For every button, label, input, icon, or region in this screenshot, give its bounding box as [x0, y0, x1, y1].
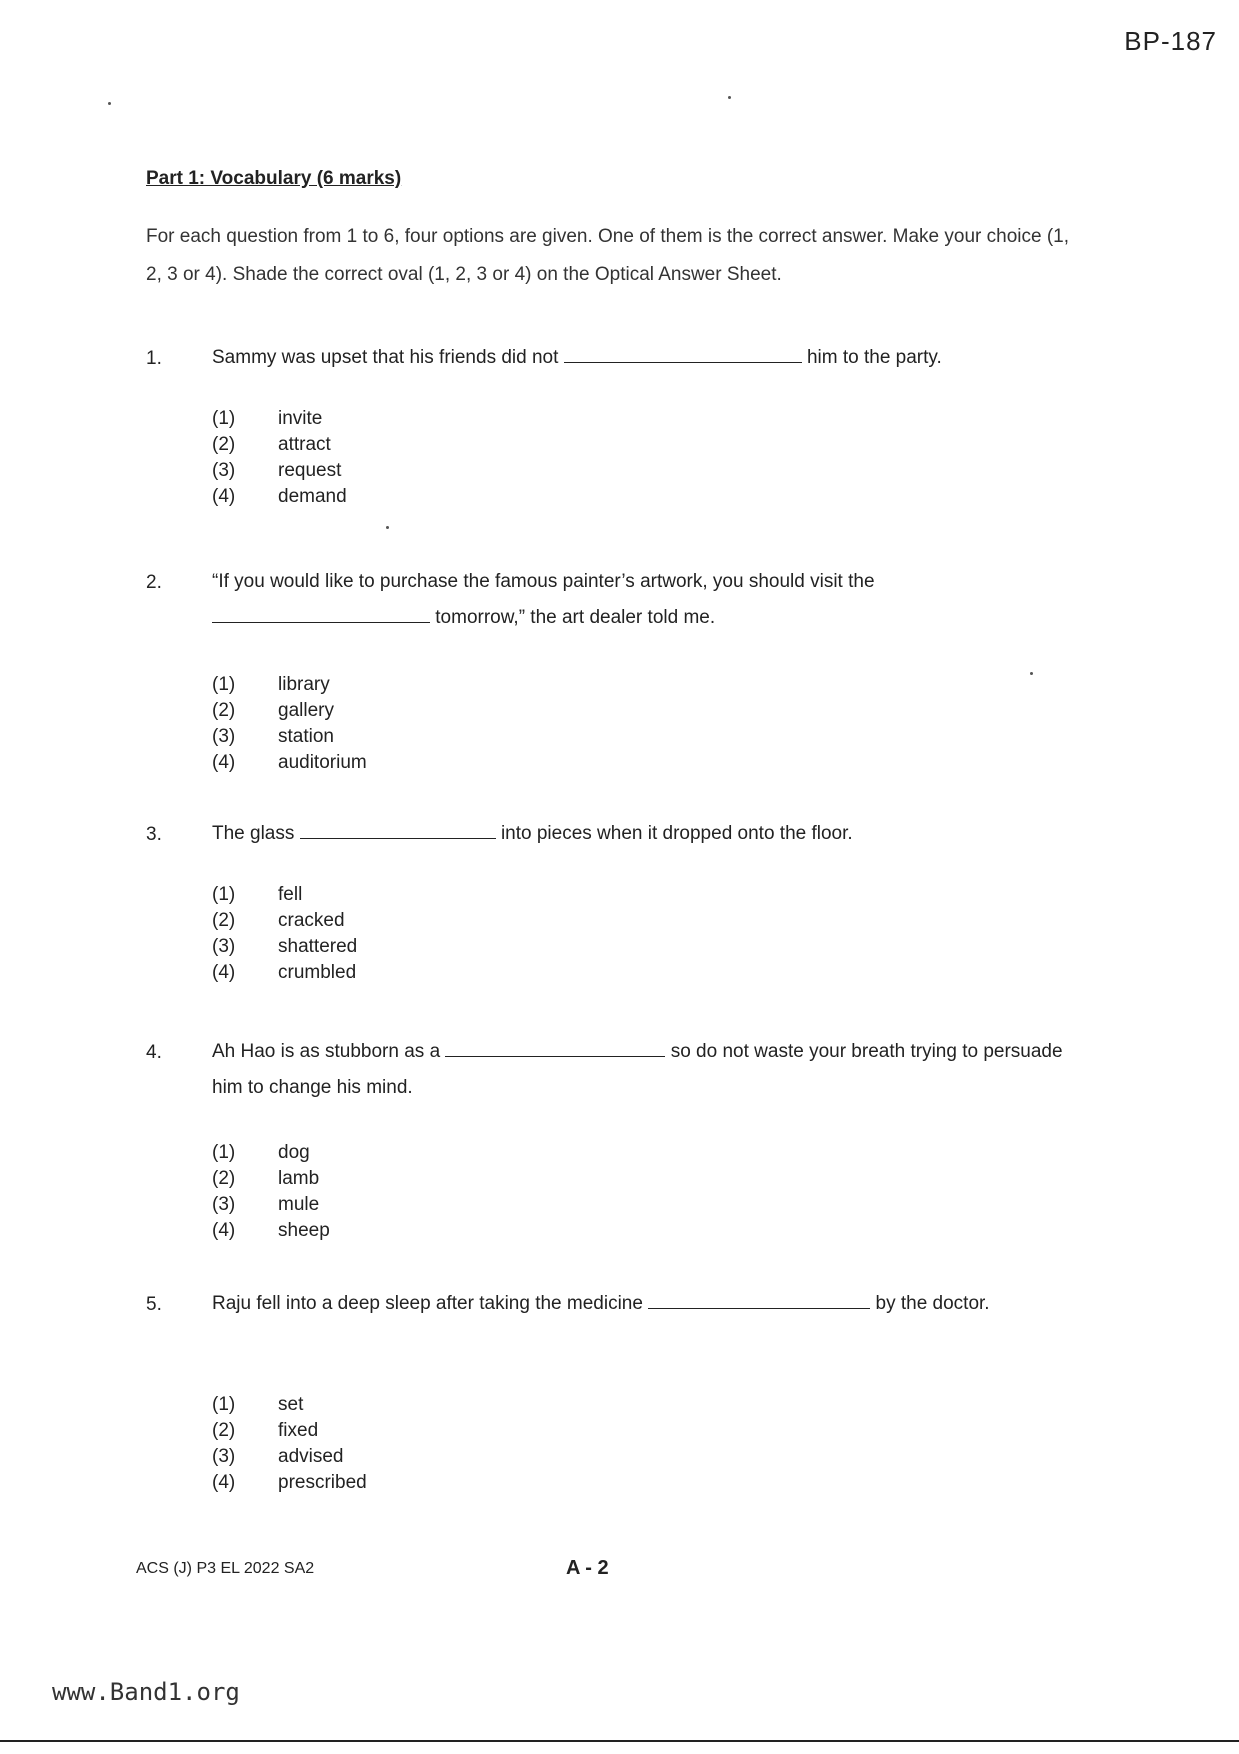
option-item: (3) shattered	[212, 936, 358, 957]
option-item: (1) fell	[212, 884, 303, 905]
answer-blank	[445, 1040, 665, 1057]
question-number: 3.	[146, 824, 162, 845]
option-item: (3) advised	[212, 1446, 344, 1467]
question-stem-before: Sammy was upset that his friends did not	[212, 347, 559, 368]
option-list	[212, 882, 357, 986]
option-item: (4) sheep	[212, 1220, 330, 1241]
answer-blank	[212, 606, 430, 623]
section-instructions: For each question from 1 to 6, four options are given. One of them is the correct answer. Make your choice (1, 2, 3 or 4). Shade the correct oval (1, 2, 3 or 4) on the Optical Answer Sheet.	[146, 226, 1070, 285]
question-text	[212, 564, 1072, 636]
option-item: (3) mule	[212, 1194, 320, 1215]
option-list	[212, 1140, 330, 1244]
document-code: BP-187	[1124, 26, 1217, 56]
question-stem-after: tomorrow,” the art dealer told me.	[435, 607, 716, 628]
question-text	[212, 1286, 1072, 1322]
scan-speck	[386, 526, 389, 529]
scan-speck	[728, 96, 731, 99]
option-item: (4) demand	[212, 486, 347, 507]
question-number: 1.	[146, 348, 162, 369]
scan-speck	[108, 102, 111, 105]
question-number: 4.	[146, 1042, 162, 1063]
option-item: (2) gallery	[212, 700, 334, 721]
option-item: (1) invite	[212, 408, 323, 429]
option-item: (4) crumbled	[212, 962, 357, 983]
question-stem-before: Ah Hao is as stubborn as a	[212, 1041, 441, 1062]
option-item: (4) prescribed	[212, 1472, 367, 1493]
option-item: (3) request	[212, 460, 342, 481]
bottom-rule	[0, 1740, 1239, 1742]
question-stem-before: “If you would like to purchase the famous painter’s artwork, you should visit the	[212, 571, 875, 592]
option-item: (3) station	[212, 726, 334, 747]
question-number: 5.	[146, 1294, 162, 1315]
option-item: (4) auditorium	[212, 752, 367, 773]
option-item: (2) cracked	[212, 910, 345, 931]
option-item: (1) library	[212, 674, 330, 695]
option-list	[212, 1392, 367, 1496]
answer-blank	[564, 346, 802, 363]
answer-blank	[300, 822, 496, 839]
question-stem-after: so do not waste your breath trying to persuade him to change his mind.	[212, 1041, 1063, 1098]
watermark: www.Band1.org	[52, 1678, 240, 1706]
scan-speck	[1030, 672, 1033, 675]
question-stem-after: into pieces when it dropped onto the floor.	[500, 823, 853, 844]
question-stem-before: The glass	[212, 823, 295, 844]
question-stem-after: him to the party.	[806, 347, 942, 368]
option-item: (1) set	[212, 1394, 304, 1415]
question-stem-before: Raju fell into a deep sleep after taking the medicine	[212, 1293, 643, 1314]
option-item: (2) lamb	[212, 1168, 320, 1189]
section-title: Part 1: Vocabulary (6 marks)	[146, 168, 402, 189]
answer-blank	[648, 1292, 870, 1309]
option-item: (2) fixed	[212, 1420, 319, 1441]
page-number: A - 2	[566, 1557, 609, 1579]
option-item: (2) attract	[212, 434, 331, 455]
question-stem-after: by the doctor.	[875, 1293, 990, 1314]
question-text	[212, 1034, 1072, 1106]
option-item: (1) dog	[212, 1142, 310, 1163]
option-list	[212, 672, 367, 776]
question-number: 2.	[146, 572, 162, 593]
question-text	[212, 340, 1072, 376]
footer-exam-code: ACS (J) P3 EL 2022 SA2	[136, 1560, 315, 1577]
option-list	[212, 406, 347, 510]
question-text	[212, 816, 1072, 852]
